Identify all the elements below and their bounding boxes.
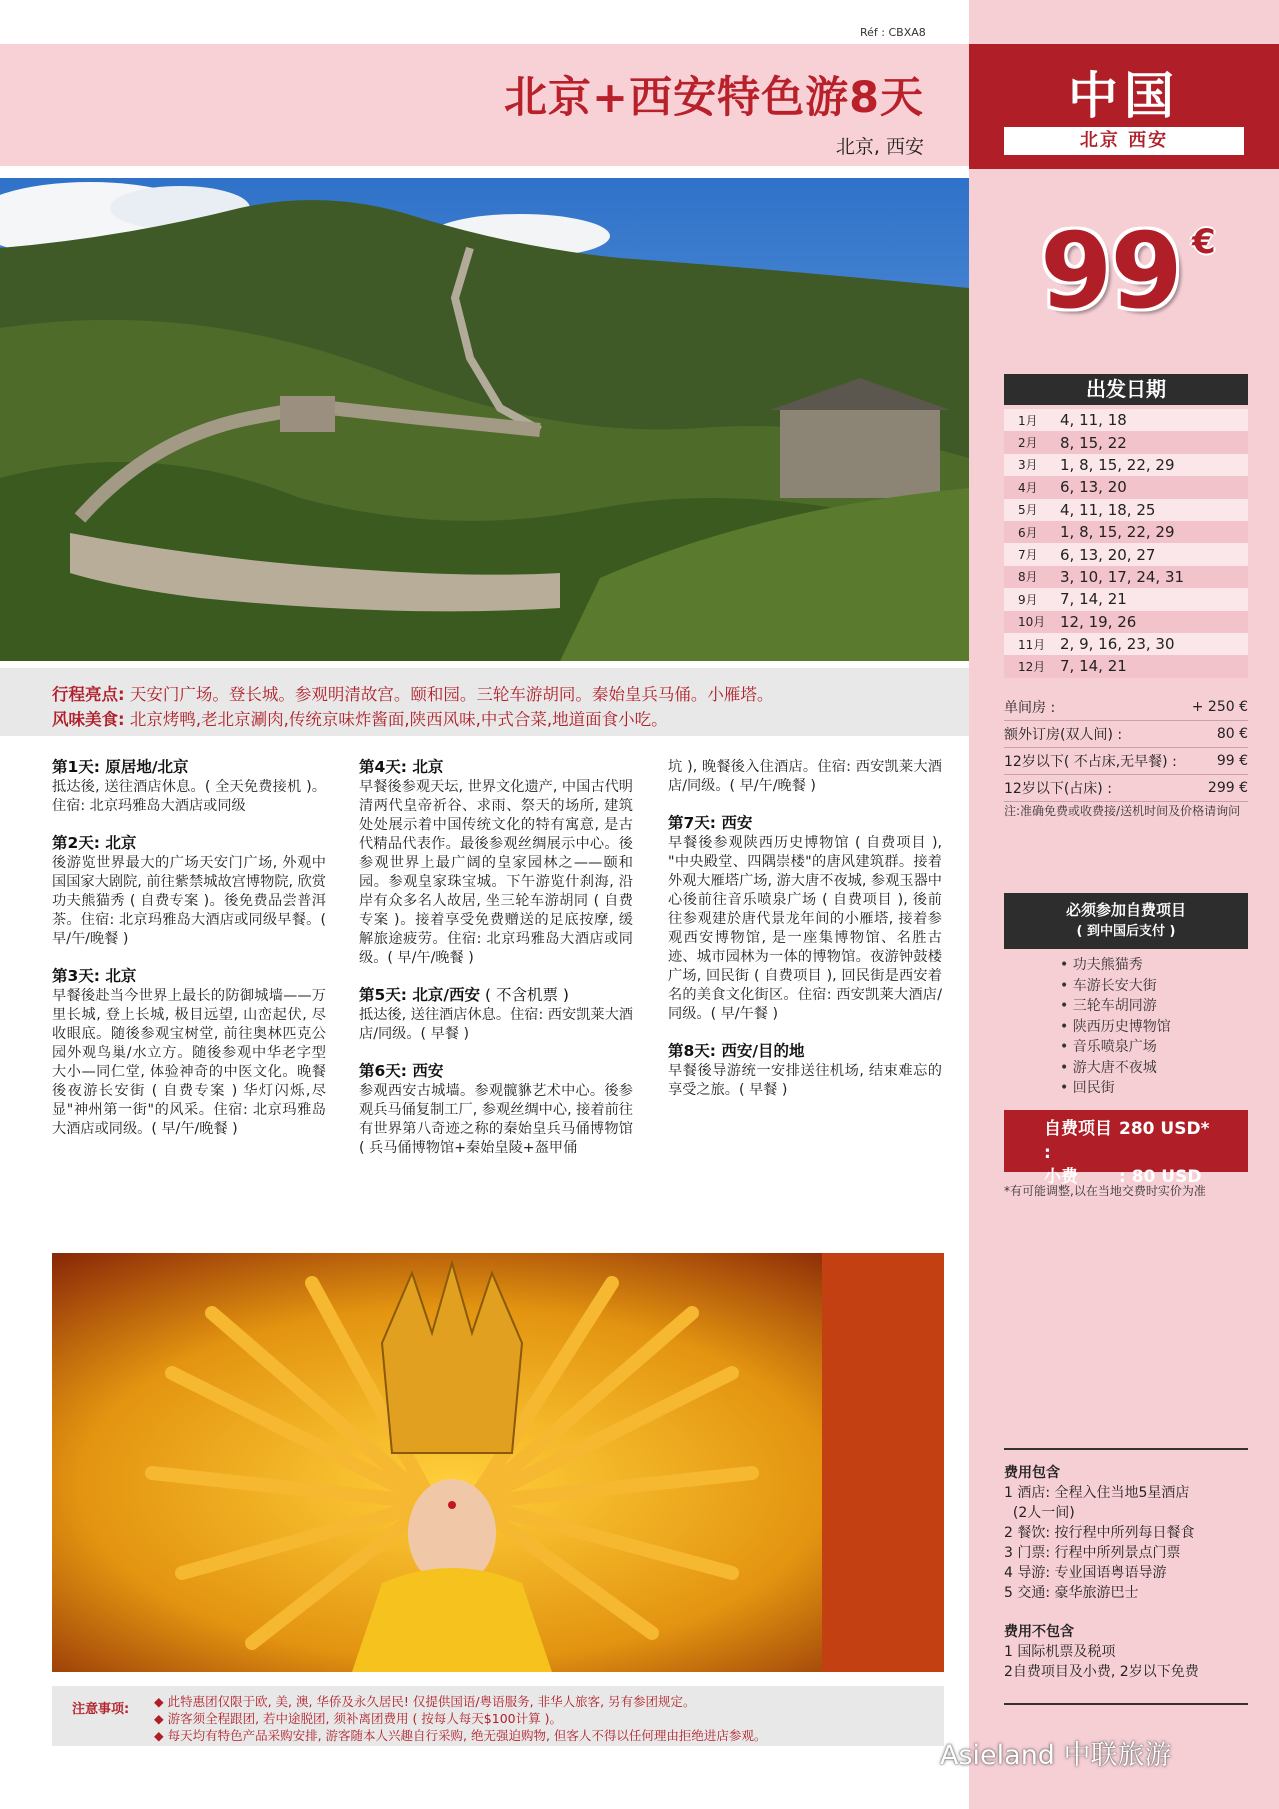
day-text: 坑 ), 晚餐後入住酒店。住宿: 西安凯莱大酒店/同级。( 早/午/晚餐 ) bbox=[668, 759, 942, 794]
fee-row bbox=[1004, 748, 1248, 775]
optional-fee-box bbox=[1004, 1110, 1248, 1187]
departure-row bbox=[1004, 409, 1248, 431]
departure-table bbox=[1004, 409, 1248, 678]
included-item: 4 导游: 专业国语粤语导游 bbox=[1004, 1565, 1167, 1581]
optional-header bbox=[1004, 893, 1248, 949]
day-text: 抵达後, 送往酒店休息。( 全天免费接机 )。住宿: 北京玛雅岛大酒店或同级 bbox=[52, 779, 326, 814]
country-header bbox=[969, 44, 1279, 169]
departure-dates: 6, 13, 20, 27 bbox=[1060, 545, 1156, 564]
optional-note: *有可能调整,以在当地交费时实价为准 bbox=[1004, 1184, 1206, 1198]
day-title-text: 第5天: 北京/西安 bbox=[359, 986, 481, 1004]
departure-month: 8月 bbox=[1018, 570, 1038, 585]
departure-month: 6月 bbox=[1018, 525, 1038, 540]
day-title-text: 第3天: 北京 bbox=[52, 967, 137, 985]
departure-row bbox=[1004, 633, 1248, 655]
thousand-hand-dance-photo bbox=[52, 1253, 944, 1672]
optional-header-title: 必须参加自费项目 bbox=[1065, 901, 1186, 919]
great-wall-photo bbox=[0, 178, 969, 661]
optional-item: • 陕西历史博物馆 bbox=[1060, 1018, 1171, 1035]
departure-month: 4月 bbox=[1018, 480, 1038, 495]
departure-row bbox=[1004, 476, 1248, 498]
notice-lines bbox=[154, 1693, 766, 1744]
day-block bbox=[359, 986, 633, 1044]
day-title bbox=[359, 1062, 633, 1081]
day-title bbox=[668, 814, 942, 833]
day-title-text: 第6天: 西安 bbox=[359, 1062, 444, 1080]
included-item: 3 门票: 行程中所列景点门票 bbox=[1004, 1545, 1181, 1561]
departure-dates: 7, 14, 21 bbox=[1060, 590, 1127, 609]
departure-month: 1月 bbox=[1018, 413, 1038, 428]
departure-dates: 1, 8, 15, 22, 29 bbox=[1060, 523, 1175, 542]
day-title-text: 第8天: 西安/目的地 bbox=[668, 1042, 805, 1060]
departure-dates: 4, 11, 18, 25 bbox=[1060, 500, 1156, 519]
departure-dates: 7, 14, 21 bbox=[1060, 657, 1127, 676]
day-block bbox=[52, 834, 326, 949]
divider bbox=[1004, 1448, 1248, 1450]
departure-row bbox=[1004, 499, 1248, 521]
departure-header: 出发日期 bbox=[1004, 374, 1248, 405]
title-band bbox=[0, 44, 969, 166]
departure-month: 10月 bbox=[1018, 615, 1046, 630]
departure-row bbox=[1004, 521, 1248, 543]
excluded-section bbox=[1004, 1622, 1254, 1682]
optional-fee-label: 自费项目 : bbox=[1044, 1119, 1112, 1163]
included-item: (2人一间) bbox=[1004, 1505, 1075, 1521]
fee-label: 12岁以下( 不占床,无早餐) : bbox=[1004, 754, 1177, 770]
fee-label: 单间房 : bbox=[1004, 700, 1056, 716]
divider bbox=[1004, 1703, 1248, 1705]
day-text: 早餐後赴当今世界上最长的防御城墙——万里长城, 登上长城, 极目远望, 山峦起伏, 尽收眼底。随後参观宝树堂, 前往奥林匹克公园外观鸟巢/水立方。随後参观中华老字型大小—同仁堂, 体验神奇的中医文化。晚餐後夜游长安街 ( 自费专案 ) 华灯闪烁,尽显"神州第一街"的风采。住宿: 北京玛雅岛大酒店或同级。( 早/午/晚餐 ) bbox=[52, 988, 326, 1137]
day-text: 後游览世界最大的广场天安门广场, 外观中国国家大剧院, 前往紫禁城故宫博物院, 欣赏功夫熊猫秀 ( 自费专案 )。後免费品尝普洱茶。住宿: 北京玛雅岛大酒店或同级早餐。( 早/午/晚餐 ) bbox=[52, 855, 326, 947]
optional-item: • 功夫熊猫秀 bbox=[1060, 957, 1143, 973]
page-title: 北京+西安特色游8天 bbox=[504, 73, 924, 123]
departure-row bbox=[1004, 611, 1248, 633]
optional-item: • 游大唐不夜城 bbox=[1060, 1059, 1157, 1076]
day-text: 早餐後参观陕西历史博物馆 ( 自费项目 ), "中央殿堂、四隅崇楼"的唐风建筑群。接着外观大雁塔广场, 游大唐不夜城, 参观玉器中心後前往音乐喷泉广场 ( 自费项目 ), 後前往参观建於唐代景龙年间的小雁塔, 接着参观西安博物馆, 是一座集博物馆、名胜古迹、城市园林为一体的博物馆。夜游钟鼓楼广场, 回民街 ( 自费项目 ), 回民街是西安着名的美食文化街区。住宿: 西安凯莱大酒店/同级。( 早/午餐 ) bbox=[668, 835, 942, 1022]
reference-code: Réf : CBXA8 bbox=[860, 26, 926, 39]
departure-month: 12月 bbox=[1018, 659, 1046, 674]
highlights-band bbox=[0, 668, 969, 736]
departure-dates: 3, 10, 17, 24, 31 bbox=[1060, 567, 1185, 586]
departure-dates: 8, 15, 22 bbox=[1060, 433, 1127, 452]
departure-row bbox=[1004, 543, 1248, 565]
notice-box bbox=[52, 1686, 944, 1746]
cuisine-label: 风味美食: bbox=[52, 710, 125, 729]
fee-value: 80 € bbox=[1216, 726, 1248, 742]
cuisine-text: 北京烤鸭,老北京涮肉,传统京味炸酱面,陕西风味,中式合菜,地道面食小吃。 bbox=[124, 710, 668, 729]
optional-fee-value: 280 USD* bbox=[1119, 1119, 1210, 1139]
departure-dates: 2, 9, 16, 23, 30 bbox=[1060, 635, 1175, 654]
optional-item: • 车游长安大街 bbox=[1060, 977, 1157, 994]
fee-note: 注:准确免费或收费接/送机时间及价格请询问 bbox=[1004, 804, 1241, 818]
included-list bbox=[1004, 1483, 1248, 1603]
day-block bbox=[52, 967, 326, 1139]
day-block bbox=[668, 814, 942, 1024]
excluded-heading: 费用不包含 bbox=[1004, 1624, 1074, 1640]
performance-illustration bbox=[52, 1253, 944, 1672]
day-text: 早餐後导游统一安排送往机场, 结束难忘的享受之旅。( 早餐 ) bbox=[668, 1063, 942, 1098]
notice-line: ◆ 游客须全程跟团, 若中途脱团, 须补离团费用 ( 按每人每天$100计算 )。 bbox=[154, 1711, 562, 1726]
fee-value: 99 € bbox=[1216, 753, 1248, 769]
fee-label: 额外订房(双人间) : bbox=[1004, 727, 1123, 743]
itinerary-column-1 bbox=[52, 758, 326, 1157]
price-currency: € bbox=[1192, 222, 1216, 262]
departure-row bbox=[1004, 454, 1248, 476]
highlights-label: 行程亮点: bbox=[52, 685, 125, 704]
day-block bbox=[52, 758, 326, 816]
departure-row bbox=[1004, 588, 1248, 610]
optional-item: • 回民街 bbox=[1060, 1080, 1115, 1096]
day-title-text: 第2天: 北京 bbox=[52, 834, 137, 852]
day-title-text: 第1天: 原居地/北京 bbox=[52, 758, 189, 776]
notice-line: ◆ 此特惠团仅限于欧, 美, 澳, 华侨及永久居民! 仅提供国语/粤语服务, 非华人旅客, 另有参团规定。 bbox=[154, 1694, 696, 1709]
supplement-fees bbox=[1004, 694, 1248, 802]
included-item: 5 交通: 豪华旅游巴士 bbox=[1004, 1585, 1139, 1601]
day-text: 抵达後, 送往酒店休息。住宿: 西安凯莱大酒店/同级。( 早餐 ) bbox=[359, 1007, 633, 1042]
departure-dates: 12, 19, 26 bbox=[1060, 612, 1137, 631]
notice-label: 注意事项: bbox=[72, 1702, 130, 1717]
price: 99 bbox=[1040, 210, 1181, 332]
day-title bbox=[668, 1042, 942, 1061]
departure-month: 9月 bbox=[1018, 592, 1038, 607]
fee-row bbox=[1004, 721, 1248, 748]
page-subtitle: 北京, 西安 bbox=[835, 136, 924, 158]
day-title bbox=[52, 758, 326, 777]
departure-dates: 4, 11, 18 bbox=[1060, 411, 1127, 430]
day-text: 早餐後参观天坛, 世界文化遗产, 中国古代明清两代皇帝祈谷、求雨、祭天的场所, 建筑处处展示着中国传统文化的特有寓意, 是古代精品代表作。最後参观丝绸展示中心。後参观世界上最广阔的皇家园林之——颐和园。参观皇家珠宝城。下午游览什刹海, 沿岸有众多名人故居, 坐三轮车游胡同 ( 自费专案 )。接着享受免费赠送的足底按摩, 缓解旅途疲劳。住宿: 北京玛雅岛大酒店或同级。( 早/午/晚餐 ) bbox=[359, 779, 633, 966]
great-wall-illustration bbox=[0, 178, 969, 661]
excluded-item: 1 国际机票及税项 bbox=[1004, 1644, 1116, 1660]
optional-header-note: ( 到中国后支付 ) bbox=[1076, 924, 1176, 939]
tip-label: 小费 bbox=[1044, 1167, 1078, 1187]
watermark: Asieland 中联旅游 bbox=[940, 1740, 1172, 1771]
day-block bbox=[668, 1042, 942, 1100]
day-text: 参观西安古城墙。参观髋貅艺术中心。後参观兵马俑复制工厂, 参观丝绸中心, 接着前往有世界第八奇迹之称的秦始皇兵马俑博物馆 ( 兵马俑博物馆+秦始皇陵+盔甲俑 bbox=[359, 1083, 633, 1156]
fee-row bbox=[1004, 694, 1248, 721]
fee-label: 12岁以下(占床) : bbox=[1004, 781, 1112, 797]
departure-month: 2月 bbox=[1018, 436, 1038, 451]
tip-value: : 80 USD bbox=[1119, 1167, 1202, 1187]
day-block bbox=[359, 758, 633, 968]
country-name: 中国 bbox=[1068, 67, 1180, 125]
day-block bbox=[359, 1062, 633, 1158]
day-title-extra: ( 不含机票 ) bbox=[480, 986, 569, 1004]
day-title bbox=[52, 834, 326, 853]
day-title-text: 第4天: 北京 bbox=[359, 758, 444, 776]
cuisine-line bbox=[52, 706, 668, 730]
day-block bbox=[668, 758, 942, 796]
highlights-text: 天安门广场。登长城。参观明清故宫。颐和园。三轮车游胡同。秦始皇兵马俑。小雁塔。 bbox=[124, 685, 774, 704]
day-title-text: 第7天: 西安 bbox=[668, 814, 753, 832]
day-title bbox=[359, 986, 633, 1005]
departure-month: 5月 bbox=[1018, 503, 1038, 518]
fee-value: + 250 € bbox=[1191, 699, 1248, 715]
departure-row bbox=[1004, 655, 1248, 677]
departure-month: 11月 bbox=[1018, 637, 1046, 652]
departure-month: 7月 bbox=[1018, 548, 1038, 563]
fee-row bbox=[1004, 775, 1248, 802]
cities-label: 北京 西安 bbox=[1003, 126, 1245, 156]
optional-list bbox=[1060, 955, 1171, 1099]
included-section bbox=[1004, 1463, 1248, 1603]
fee-value: 299 € bbox=[1207, 780, 1248, 796]
optional-item: • 三轮车胡同游 bbox=[1060, 998, 1157, 1014]
departure-month: 3月 bbox=[1018, 458, 1038, 473]
itinerary-column-3 bbox=[668, 758, 942, 1118]
departure-dates: 6, 13, 20 bbox=[1060, 478, 1127, 497]
included-item: 2 餐饮: 按行程中所列每日餐食 bbox=[1004, 1525, 1195, 1541]
departure-row bbox=[1004, 566, 1248, 588]
optional-item: • 音乐喷泉广场 bbox=[1060, 1039, 1157, 1055]
departure-dates: 1, 8, 15, 22, 29 bbox=[1060, 455, 1175, 474]
departure-row bbox=[1004, 431, 1248, 453]
excluded-item: 2自费项目及小费, 2岁以下免费 bbox=[1004, 1664, 1199, 1680]
included-heading: 费用包含 bbox=[1004, 1465, 1060, 1481]
itinerary-column-2 bbox=[359, 758, 633, 1176]
included-item: 1 酒店: 全程入住当地5星酒店 bbox=[1004, 1485, 1190, 1501]
day-title bbox=[359, 758, 633, 777]
day-title bbox=[52, 967, 326, 986]
highlights-line bbox=[52, 681, 773, 705]
excluded-list bbox=[1004, 1642, 1254, 1682]
notice-line: ◆ 每天均有特色产品采购安排, 游客随本人兴趣自行采购, 绝无强迫购物, 但客人不得以任何理由拒绝进店参观。 bbox=[154, 1728, 767, 1743]
